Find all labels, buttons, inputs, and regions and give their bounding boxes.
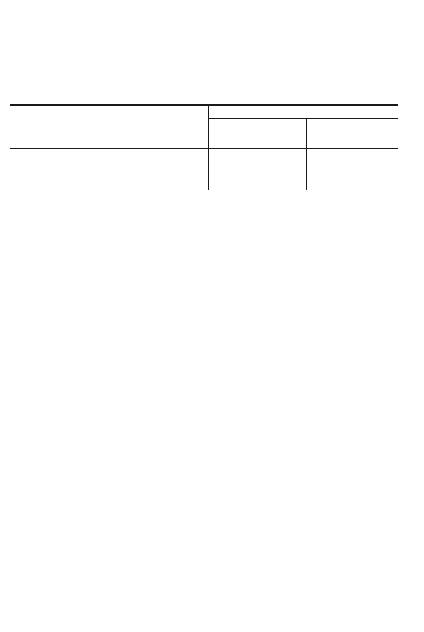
table-divider	[208, 104, 209, 190]
table-rule-norms	[208, 118, 398, 119]
table-rule-top	[10, 104, 398, 106]
table-divider	[306, 118, 307, 190]
norms-table	[10, 104, 398, 190]
table-rule-header	[10, 148, 398, 149]
